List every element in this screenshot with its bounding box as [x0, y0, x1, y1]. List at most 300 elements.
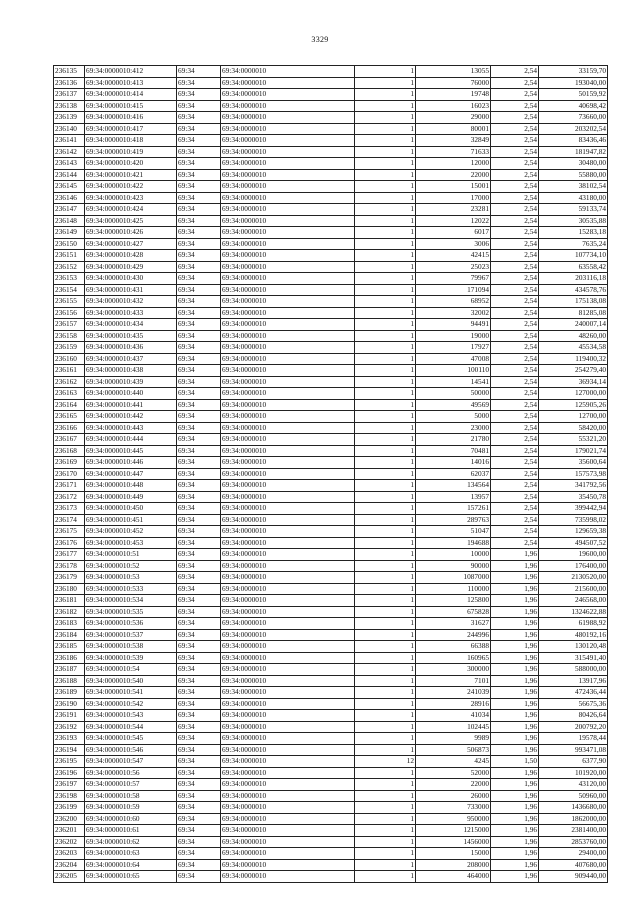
value-cell: 1324622,88 [539, 606, 608, 618]
quarter-number-cell: 69:34:0000010 [221, 307, 355, 319]
group-code-cell: 1 [355, 641, 416, 653]
quarter-number-cell: 69:34:0000010 [221, 491, 355, 503]
zone-code-cell: 69:34 [177, 123, 221, 135]
table-row [54, 560, 608, 572]
row-id-cell: 236160 [54, 353, 85, 365]
cadastral-number-cell: 69:34:0000010:448 [85, 480, 177, 492]
rate-cell: 2,54 [491, 537, 539, 549]
cadastral-number-cell: 69:34:0000010:64 [85, 859, 177, 871]
area-cell: 32849 [416, 135, 491, 147]
cadastral-number-cell: 69:34:0000010:426 [85, 227, 177, 239]
table-row [54, 790, 608, 802]
group-code-cell: 1 [355, 238, 416, 250]
rate-cell: 1,96 [491, 733, 539, 745]
group-code-cell: 1 [355, 710, 416, 722]
value-cell: 101920,00 [539, 767, 608, 779]
value-cell: 993471,08 [539, 744, 608, 756]
cadastral-number-cell: 69:34:0000010:534 [85, 595, 177, 607]
quarter-number-cell: 69:34:0000010 [221, 595, 355, 607]
area-cell: 506873 [416, 744, 491, 756]
area-cell: 208000 [416, 859, 491, 871]
row-id-cell: 236161 [54, 365, 85, 377]
row-id-cell: 236181 [54, 595, 85, 607]
cadastral-number-cell: 69:34:0000010:432 [85, 296, 177, 308]
cadastral-number-cell: 69:34:0000010:429 [85, 261, 177, 273]
table-row [54, 480, 608, 492]
group-code-cell: 1 [355, 802, 416, 814]
area-cell: 62037 [416, 468, 491, 480]
cadastral-number-cell: 69:34:0000010:538 [85, 641, 177, 653]
zone-code-cell: 69:34 [177, 261, 221, 273]
area-cell: 71633 [416, 146, 491, 158]
row-id-cell: 236149 [54, 227, 85, 239]
group-code-cell: 1 [355, 192, 416, 204]
rate-cell: 2,54 [491, 66, 539, 78]
value-cell: 19600,00 [539, 549, 608, 561]
row-id-cell: 236193 [54, 733, 85, 745]
group-code-cell: 1 [355, 790, 416, 802]
table-row [54, 181, 608, 193]
row-id-cell: 236190 [54, 698, 85, 710]
zone-code-cell: 69:34 [177, 583, 221, 595]
quarter-number-cell: 69:34:0000010 [221, 342, 355, 354]
value-cell: 179021,74 [539, 445, 608, 457]
area-cell: 733000 [416, 802, 491, 814]
cadastral-number-cell: 69:34:0000010:418 [85, 135, 177, 147]
cadastral-number-cell: 69:34:0000010:427 [85, 238, 177, 250]
row-id-cell: 236203 [54, 848, 85, 860]
cadastral-number-cell: 69:34:0000010:421 [85, 169, 177, 181]
zone-code-cell: 69:34 [177, 813, 221, 825]
cadastral-number-cell: 69:34:0000010:65 [85, 871, 177, 883]
area-cell: 42415 [416, 250, 491, 262]
zone-code-cell: 69:34 [177, 434, 221, 446]
zone-code-cell: 69:34 [177, 802, 221, 814]
quarter-number-cell: 69:34:0000010 [221, 123, 355, 135]
row-id-cell: 236180 [54, 583, 85, 595]
group-code-cell: 1 [355, 859, 416, 871]
rate-cell: 2,54 [491, 89, 539, 101]
cadastral-table [53, 65, 608, 883]
row-id-cell: 236173 [54, 503, 85, 515]
area-cell: 23281 [416, 204, 491, 216]
group-code-cell: 1 [355, 284, 416, 296]
table-row [54, 192, 608, 204]
group-code-cell: 1 [355, 66, 416, 78]
group-code-cell: 1 [355, 687, 416, 699]
cadastral-number-cell: 69:34:0000010:447 [85, 468, 177, 480]
quarter-number-cell: 69:34:0000010 [221, 721, 355, 733]
cadastral-number-cell: 69:34:0000010:445 [85, 445, 177, 457]
value-cell: 107734,10 [539, 250, 608, 262]
rate-cell: 2,54 [491, 307, 539, 319]
table-row [54, 273, 608, 285]
quarter-number-cell: 69:34:0000010 [221, 388, 355, 400]
row-id-cell: 236151 [54, 250, 85, 262]
group-code-cell: 1 [355, 537, 416, 549]
zone-code-cell: 69:34 [177, 848, 221, 860]
row-id-cell: 236140 [54, 123, 85, 135]
rate-cell: 2,54 [491, 503, 539, 515]
value-cell: 30480,00 [539, 158, 608, 170]
group-code-cell: 1 [355, 146, 416, 158]
group-code-cell: 1 [355, 365, 416, 377]
quarter-number-cell: 69:34:0000010 [221, 572, 355, 584]
zone-code-cell: 69:34 [177, 445, 221, 457]
cadastral-number-cell: 69:34:0000010:431 [85, 284, 177, 296]
table-row [54, 468, 608, 480]
table-row [54, 135, 608, 147]
value-cell: 35450,78 [539, 491, 608, 503]
row-id-cell: 236141 [54, 135, 85, 147]
cadastral-number-cell: 69:34:0000010:433 [85, 307, 177, 319]
table-row [54, 238, 608, 250]
quarter-number-cell: 69:34:0000010 [221, 215, 355, 227]
rate-cell: 2,54 [491, 388, 539, 400]
area-cell: 7101 [416, 675, 491, 687]
rate-cell: 1,96 [491, 790, 539, 802]
area-cell: 13957 [416, 491, 491, 503]
group-code-cell: 1 [355, 721, 416, 733]
value-cell: 40698,42 [539, 100, 608, 112]
group-code-cell: 1 [355, 848, 416, 860]
group-code-cell: 1 [355, 618, 416, 630]
value-cell: 494507,52 [539, 537, 608, 549]
area-cell: 15000 [416, 848, 491, 860]
zone-code-cell: 69:34 [177, 100, 221, 112]
group-code-cell: 1 [355, 89, 416, 101]
rate-cell: 2,54 [491, 238, 539, 250]
cadastral-number-cell: 69:34:0000010:546 [85, 744, 177, 756]
value-cell: 735998,02 [539, 514, 608, 526]
zone-code-cell: 69:34 [177, 422, 221, 434]
value-cell: 12700,00 [539, 411, 608, 423]
zone-code-cell: 69:34 [177, 595, 221, 607]
quarter-number-cell: 69:34:0000010 [221, 296, 355, 308]
rate-cell: 1,96 [491, 549, 539, 561]
cadastral-number-cell: 69:34:0000010:438 [85, 365, 177, 377]
cadastral-number-cell: 69:34:0000010:416 [85, 112, 177, 124]
value-cell: 30535,88 [539, 215, 608, 227]
quarter-number-cell: 69:34:0000010 [221, 468, 355, 480]
value-cell: 15283,18 [539, 227, 608, 239]
cadastral-number-cell: 69:34:0000010:545 [85, 733, 177, 745]
quarter-number-cell: 69:34:0000010 [221, 560, 355, 572]
value-cell: 19578,44 [539, 733, 608, 745]
zone-code-cell: 69:34 [177, 227, 221, 239]
area-cell: 3006 [416, 238, 491, 250]
row-id-cell: 236162 [54, 376, 85, 388]
value-cell: 1436680,00 [539, 802, 608, 814]
value-cell: 434578,76 [539, 284, 608, 296]
area-cell: 289763 [416, 514, 491, 526]
cadastral-number-cell: 69:34:0000010:544 [85, 721, 177, 733]
rate-cell: 2,54 [491, 422, 539, 434]
area-cell: 5000 [416, 411, 491, 423]
area-cell: 1087000 [416, 572, 491, 584]
zone-code-cell: 69:34 [177, 572, 221, 584]
quarter-number-cell: 69:34:0000010 [221, 284, 355, 296]
quarter-number-cell: 69:34:0000010 [221, 859, 355, 871]
area-cell: 80001 [416, 123, 491, 135]
table-row [54, 388, 608, 400]
quarter-number-cell: 69:34:0000010 [221, 181, 355, 193]
rate-cell: 2,54 [491, 261, 539, 273]
table-row [54, 503, 608, 515]
area-cell: 17000 [416, 192, 491, 204]
area-cell: 47008 [416, 353, 491, 365]
quarter-number-cell: 69:34:0000010 [221, 549, 355, 561]
row-id-cell: 236175 [54, 526, 85, 538]
quarter-number-cell: 69:34:0000010 [221, 135, 355, 147]
row-id-cell: 236186 [54, 652, 85, 664]
quarter-number-cell: 69:34:0000010 [221, 422, 355, 434]
row-id-cell: 236148 [54, 215, 85, 227]
row-id-cell: 236177 [54, 549, 85, 561]
row-id-cell: 236135 [54, 66, 85, 78]
zone-code-cell: 69:34 [177, 169, 221, 181]
row-id-cell: 236144 [54, 169, 85, 181]
row-id-cell: 236137 [54, 89, 85, 101]
table-row [54, 595, 608, 607]
zone-code-cell: 69:34 [177, 675, 221, 687]
group-code-cell: 1 [355, 560, 416, 572]
quarter-number-cell: 69:34:0000010 [221, 871, 355, 883]
rate-cell: 1,96 [491, 560, 539, 572]
group-code-cell: 1 [355, 825, 416, 837]
quarter-number-cell: 69:34:0000010 [221, 146, 355, 158]
value-cell: 407680,00 [539, 859, 608, 871]
table-row [54, 89, 608, 101]
cadastral-number-cell: 69:34:0000010:58 [85, 790, 177, 802]
group-code-cell: 1 [355, 652, 416, 664]
zone-code-cell: 69:34 [177, 365, 221, 377]
zone-code-cell: 69:34 [177, 664, 221, 676]
area-cell: 160965 [416, 652, 491, 664]
quarter-number-cell: 69:34:0000010 [221, 434, 355, 446]
table-row [54, 307, 608, 319]
group-code-cell: 1 [355, 376, 416, 388]
area-cell: 49569 [416, 399, 491, 411]
table-row [54, 376, 608, 388]
zone-code-cell: 69:34 [177, 215, 221, 227]
table-row [54, 434, 608, 446]
quarter-number-cell: 69:34:0000010 [221, 813, 355, 825]
cadastral-number-cell: 69:34:0000010:542 [85, 698, 177, 710]
row-id-cell: 236143 [54, 158, 85, 170]
cadastral-number-cell: 69:34:0000010:425 [85, 215, 177, 227]
group-code-cell: 1 [355, 767, 416, 779]
group-code-cell: 1 [355, 480, 416, 492]
cadastral-number-cell: 69:34:0000010:57 [85, 779, 177, 791]
zone-code-cell: 69:34 [177, 273, 221, 285]
value-cell: 36934,14 [539, 376, 608, 388]
cadastral-number-cell: 69:34:0000010:62 [85, 836, 177, 848]
group-code-cell: 1 [355, 319, 416, 331]
table-row [54, 112, 608, 124]
table-row [54, 284, 608, 296]
cadastral-number-cell: 69:34:0000010:423 [85, 192, 177, 204]
row-id-cell: 236201 [54, 825, 85, 837]
value-cell: 43180,00 [539, 192, 608, 204]
rate-cell: 2,54 [491, 100, 539, 112]
row-id-cell: 236157 [54, 319, 85, 331]
quarter-number-cell: 69:34:0000010 [221, 756, 355, 768]
zone-code-cell: 69:34 [177, 698, 221, 710]
area-cell: 464000 [416, 871, 491, 883]
cadastral-number-cell: 69:34:0000010:419 [85, 146, 177, 158]
area-cell: 157261 [416, 503, 491, 515]
area-cell: 70481 [416, 445, 491, 457]
rate-cell: 2,54 [491, 77, 539, 89]
rate-cell: 2,54 [491, 457, 539, 469]
quarter-number-cell: 69:34:0000010 [221, 652, 355, 664]
page-number: 3329 [311, 35, 329, 44]
rate-cell: 2,54 [491, 296, 539, 308]
row-id-cell: 236202 [54, 836, 85, 848]
table-row [54, 100, 608, 112]
row-id-cell: 236169 [54, 457, 85, 469]
value-cell: 58420,00 [539, 422, 608, 434]
row-id-cell: 236178 [54, 560, 85, 572]
value-cell: 6377,90 [539, 756, 608, 768]
area-cell: 110000 [416, 583, 491, 595]
cadastral-number-cell: 69:34:0000010:414 [85, 89, 177, 101]
rate-cell: 2,54 [491, 319, 539, 331]
rate-cell: 1,96 [491, 848, 539, 860]
area-cell: 19000 [416, 330, 491, 342]
cadastral-number-cell: 69:34:0000010:441 [85, 399, 177, 411]
value-cell: 399442,94 [539, 503, 608, 515]
zone-code-cell: 69:34 [177, 526, 221, 538]
area-cell: 28916 [416, 698, 491, 710]
quarter-number-cell: 69:34:0000010 [221, 227, 355, 239]
row-id-cell: 236172 [54, 491, 85, 503]
value-cell: 341792,56 [539, 480, 608, 492]
quarter-number-cell: 69:34:0000010 [221, 710, 355, 722]
table-row [54, 721, 608, 733]
table-row [54, 537, 608, 549]
quarter-number-cell: 69:34:0000010 [221, 848, 355, 860]
row-id-cell: 236185 [54, 641, 85, 653]
cadastral-number-cell: 69:34:0000010:440 [85, 388, 177, 400]
row-id-cell: 236184 [54, 629, 85, 641]
area-cell: 300000 [416, 664, 491, 676]
row-id-cell: 236163 [54, 388, 85, 400]
zone-code-cell: 69:34 [177, 560, 221, 572]
group-code-cell: 1 [355, 813, 416, 825]
zone-code-cell: 69:34 [177, 112, 221, 124]
group-code-cell: 1 [355, 399, 416, 411]
quarter-number-cell: 69:34:0000010 [221, 514, 355, 526]
quarter-number-cell: 69:34:0000010 [221, 767, 355, 779]
quarter-number-cell: 69:34:0000010 [221, 779, 355, 791]
cadastral-number-cell: 69:34:0000010:412 [85, 66, 177, 78]
group-code-cell: 1 [355, 204, 416, 216]
row-id-cell: 236167 [54, 434, 85, 446]
cadastral-number-cell: 69:34:0000010:444 [85, 434, 177, 446]
area-cell: 68952 [416, 296, 491, 308]
value-cell: 1862000,00 [539, 813, 608, 825]
rate-cell: 2,54 [491, 181, 539, 193]
zone-code-cell: 69:34 [177, 457, 221, 469]
row-id-cell: 236191 [54, 710, 85, 722]
cadastral-number-cell: 69:34:0000010:59 [85, 802, 177, 814]
table-row [54, 675, 608, 687]
table-row [54, 66, 608, 78]
table-row [54, 457, 608, 469]
row-id-cell: 236197 [54, 779, 85, 791]
value-cell: 246568,00 [539, 595, 608, 607]
row-id-cell: 236187 [54, 664, 85, 676]
zone-code-cell: 69:34 [177, 480, 221, 492]
row-id-cell: 236153 [54, 273, 85, 285]
quarter-number-cell: 69:34:0000010 [221, 457, 355, 469]
area-cell: 29000 [416, 112, 491, 124]
quarter-number-cell: 69:34:0000010 [221, 411, 355, 423]
rate-cell: 1,96 [491, 583, 539, 595]
group-code-cell: 1 [355, 583, 416, 595]
cadastral-number-cell: 69:34:0000010:51 [85, 549, 177, 561]
cadastral-number-cell: 69:34:0000010:533 [85, 583, 177, 595]
group-code-cell: 1 [355, 871, 416, 883]
table-row [54, 710, 608, 722]
zone-code-cell: 69:34 [177, 376, 221, 388]
rate-cell: 2,54 [491, 158, 539, 170]
rate-cell: 1,96 [491, 698, 539, 710]
zone-code-cell: 69:34 [177, 503, 221, 515]
rate-cell: 2,54 [491, 112, 539, 124]
row-id-cell: 236170 [54, 468, 85, 480]
area-cell: 125800 [416, 595, 491, 607]
cadastral-number-cell: 69:34:0000010:428 [85, 250, 177, 262]
row-id-cell: 236159 [54, 342, 85, 354]
zone-code-cell: 69:34 [177, 411, 221, 423]
cadastral-number-cell: 69:34:0000010:543 [85, 710, 177, 722]
row-id-cell: 236182 [54, 606, 85, 618]
table-row [54, 767, 608, 779]
quarter-number-cell: 69:34:0000010 [221, 733, 355, 745]
quarter-number-cell: 69:34:0000010 [221, 89, 355, 101]
cadastral-number-cell: 69:34:0000010:442 [85, 411, 177, 423]
row-id-cell: 236155 [54, 296, 85, 308]
area-cell: 12000 [416, 158, 491, 170]
value-cell: 254279,40 [539, 365, 608, 377]
group-code-cell: 1 [355, 733, 416, 745]
quarter-number-cell: 69:34:0000010 [221, 330, 355, 342]
rate-cell: 2,54 [491, 434, 539, 446]
quarter-number-cell: 69:34:0000010 [221, 261, 355, 273]
table-row [54, 583, 608, 595]
rate-cell: 1,96 [491, 721, 539, 733]
zone-code-cell: 69:34 [177, 733, 221, 745]
zone-code-cell: 69:34 [177, 284, 221, 296]
value-cell: 35600,64 [539, 457, 608, 469]
zone-code-cell: 69:34 [177, 77, 221, 89]
quarter-number-cell: 69:34:0000010 [221, 66, 355, 78]
rate-cell: 1,96 [491, 779, 539, 791]
area-cell: 19748 [416, 89, 491, 101]
value-cell: 61988,92 [539, 618, 608, 630]
group-code-cell: 1 [355, 514, 416, 526]
rate-cell: 2,54 [491, 445, 539, 457]
cadastral-number-cell: 69:34:0000010:417 [85, 123, 177, 135]
area-cell: 134564 [416, 480, 491, 492]
rate-cell: 2,54 [491, 399, 539, 411]
quarter-number-cell: 69:34:0000010 [221, 537, 355, 549]
group-code-cell: 1 [355, 342, 416, 354]
group-code-cell: 1 [355, 353, 416, 365]
